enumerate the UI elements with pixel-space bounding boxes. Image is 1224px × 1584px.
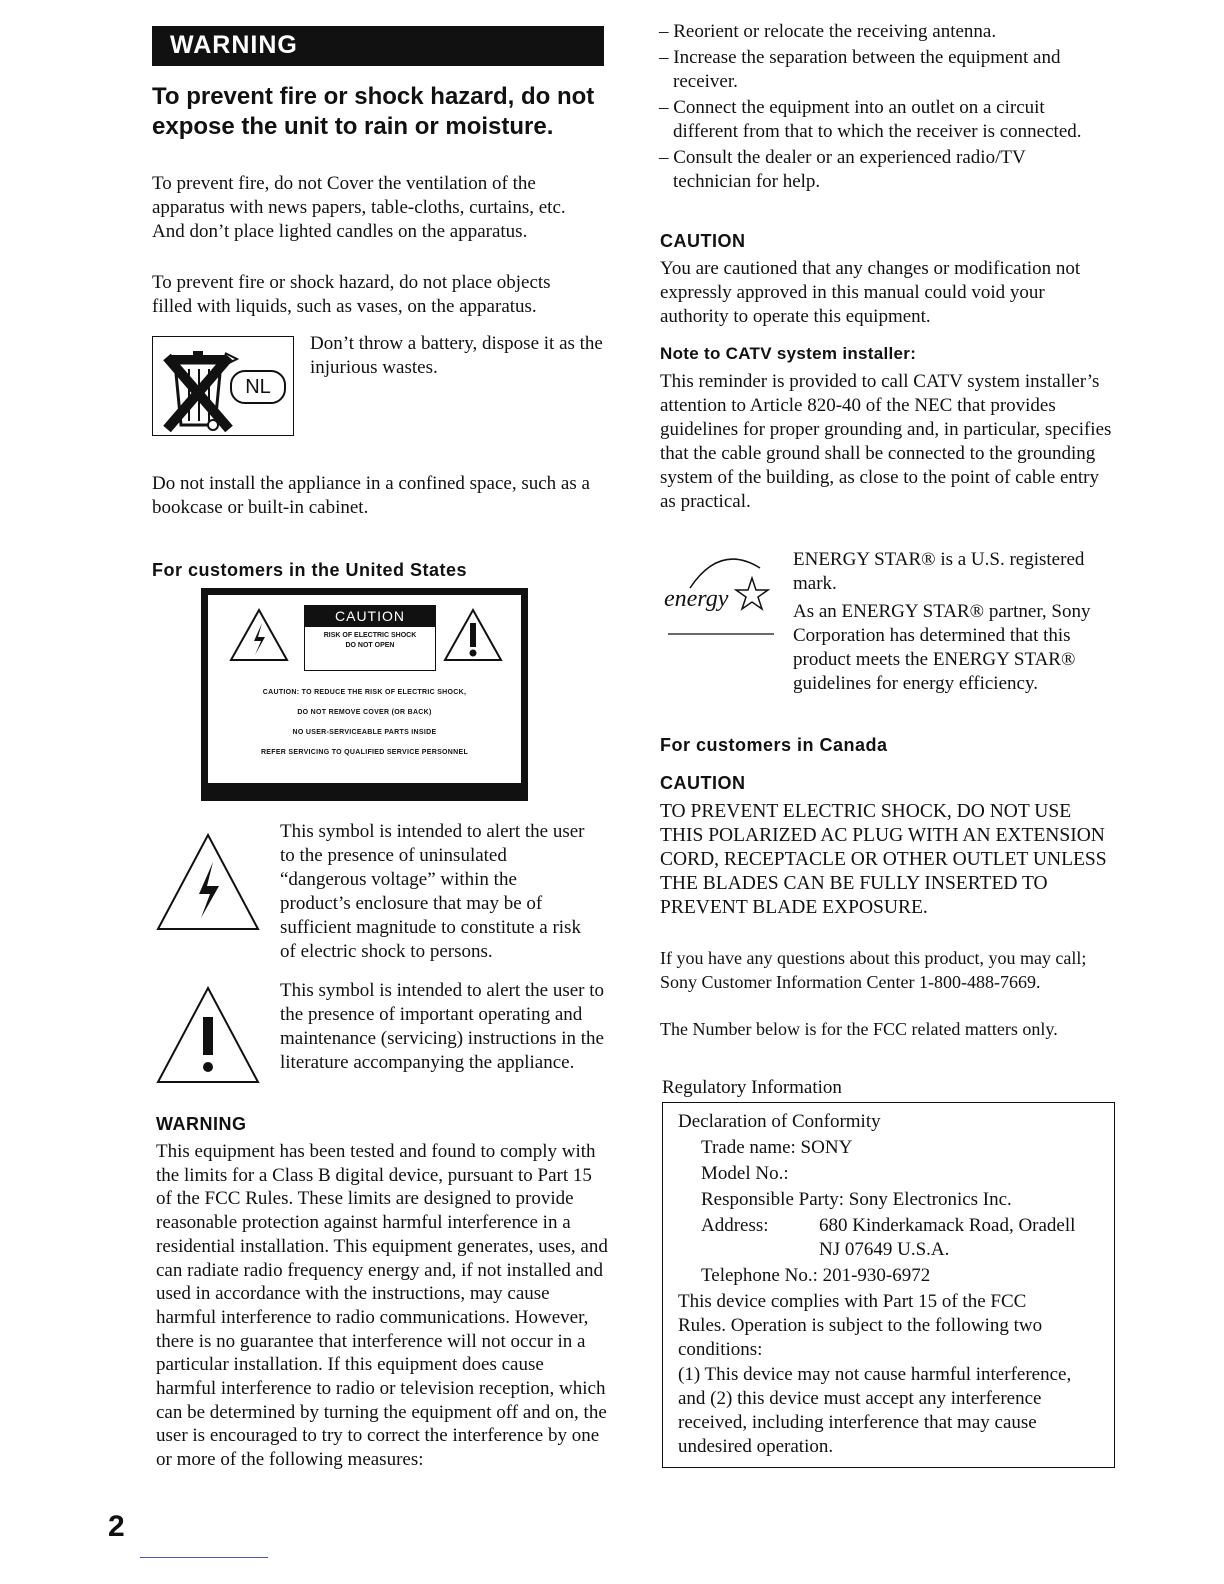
voltage-triangle-icon: [228, 607, 290, 663]
caution-lower-line: NO USER-SERVICEABLE PARTS INSIDE: [292, 729, 437, 736]
measure-item: [659, 20, 1119, 44]
battery-text: Don’t throw a battery, dispose it as the injurious wastes.: [310, 333, 603, 378]
headline: To prevent fire or shock hazard, do not expose the unit to rain or moisture.: [152, 83, 595, 140]
telephone: Telephone No.: 201-930-6972: [701, 1265, 931, 1286]
exclamation-triangle-icon: [442, 607, 504, 663]
caution-line2: DO NOT OPEN: [345, 642, 395, 649]
para-liquids: To prevent fire or shock hazard, do not place objects filled with liquids, such as vases, on the apparatus.: [152, 272, 551, 317]
voltage-symbol-icon: [155, 832, 261, 932]
address-line2: NJ 07649 U.S.A.: [819, 1239, 950, 1260]
energy-logo-text: energy: [664, 586, 729, 612]
responsible-party: Responsible Party: Sony Electronics Inc.: [701, 1189, 1012, 1210]
address-line1: 680 Kinderkamack Road, Oradell: [819, 1215, 1076, 1236]
energy-text-1: ENERGY STAR® is a U.S. registered mark.: [793, 549, 1085, 594]
page-number: 2: [108, 1510, 125, 1543]
caution-lower-line: REFER SERVICING TO QUALIFIED SERVICE PERSONNEL: [260, 749, 469, 756]
warning-banner: [152, 26, 604, 66]
canada-caution-body: TO PREVENT ELECTRIC SHOCK, DO NOT USE THIS POLARIZED AC PLUG WITH AN EXTENSION CORD, RECEPTACLE OR OTHER OUTLET UNLESS THE BLADES CAN BE FULLY INSERTED TO PREVENT BLADE EXPOSURE.: [660, 801, 1107, 918]
caution-heading: CAUTION: [660, 231, 746, 251]
us-heading: For customers in the United States: [152, 560, 468, 580]
measure-text: – Reorient or relocate the receiving antenna.: [659, 21, 997, 42]
caution-label: [201, 588, 528, 801]
canada-heading: For customers in Canada: [660, 735, 888, 755]
fcc-number-text: The Number below is for the FCC related matters only.: [660, 1019, 1058, 1039]
caution-line1: RISK OF ELECTRIC SHOCK: [323, 632, 417, 639]
measure-item: [659, 146, 1093, 194]
address-label: Address:: [701, 1215, 769, 1236]
measure-item: [659, 46, 1119, 94]
regulatory-title: Regulatory Information: [662, 1077, 842, 1098]
measure-item: [659, 96, 1103, 144]
para-fire: To prevent fire, do not Cover the ventilation of the apparatus with news papers, table-cloths, curtains, etc. And don’t place lighted candles on the apparatus.: [152, 173, 566, 242]
declaration-box: [662, 1102, 1115, 1468]
measures-list: [659, 20, 1119, 194]
questions-text: If you have any questions about this product, you may call; Sony Customer Information Center 1-800-488-7669.: [660, 948, 1087, 992]
measure-text: – Connect the equipment into an outlet on a circuit different from that to which the receiver is connected.: [659, 97, 1082, 142]
symbol-voltage-text: This symbol is intended to alert the user to the presence of uninsulated “dangerous voltage” within the product’s enclosure that may be of sufficient magnitude to constitute a risk of electric shock to persons.: [280, 821, 585, 962]
energy-star-logo: [660, 548, 780, 638]
exclamation-symbol-icon: [155, 985, 261, 1085]
trade-name: Trade name: SONY: [701, 1137, 853, 1158]
declaration-title: Declaration of Conformity: [678, 1111, 881, 1132]
caution-title-box: [304, 605, 436, 671]
compliance-text: This device complies with Part 15 of the FCC Rules. Operation is subject to the following two conditions:: [678, 1291, 1043, 1360]
energy-text-2: As an ENERGY STAR® partner, Sony Corporation has determined that this product meets the ENERGY STAR® guidelines for energy efficiency.: [793, 601, 1091, 694]
canada-caution-heading: CAUTION: [660, 773, 746, 793]
warning-body: This equipment has been tested and found to comply with the limits for a Class B digital device, pursuant to Part 15 of the FCC Rules. These limits are designed to provide reasonable protection against harmful interference in a residential installation. This equipment generates, uses, and can radiate radio frequency energy and, if not installed and used in accordance with the instructions, may cause harmful interference to radio communications. However, there is no guarantee that interference will not occur in a particular installation. If this equipment does cause harmful interference to radio or television reception, which can be determined by turning the equipment off and on, the user is encouraged to try to correct the interference by one or more of the following measures:: [156, 1141, 608, 1471]
bottom-rule: [140, 1557, 268, 1558]
nl-badge: NL: [230, 370, 286, 404]
caution-body: You are cautioned that any changes or modification not expressly approved in this manual could void your authority to operate this equipment.: [660, 258, 1081, 327]
conditions-text: (1) This device may not cause harmful interference, and (2) this device must accept any interference received, including interference that may cause undesired operation.: [678, 1364, 1072, 1457]
measure-text: – Increase the separation between the equipment and receiver.: [659, 47, 1061, 92]
para-confined: Do not install the appliance in a confined space, such as a bookcase or built-in cabinet.: [152, 473, 590, 518]
caution-lower-line: CAUTION: TO REDUCE THE RISK OF ELECTRIC SHOCK,: [262, 689, 467, 696]
measure-text: – Consult the dealer or an experienced radio/TV technician for help.: [659, 147, 1026, 192]
model-no: Model No.:: [701, 1163, 789, 1184]
caution-lower-line: DO NOT REMOVE COVER (OR BACK): [297, 709, 432, 716]
warning-banner-text: WARNING: [170, 31, 298, 59]
symbol-exclaim-text: This symbol is intended to alert the user to the presence of important operating and maintenance (servicing) instructions in the literature accompanying the appliance.: [280, 980, 605, 1073]
caution-title: CAUTION: [305, 606, 435, 627]
warning-heading: WARNING: [156, 1114, 247, 1134]
catv-body: This reminder is provided to call CATV system installer’s attention to Article 820-40 of the NEC that provides guidelines for proper grounding and, in particular, specifies that the cable ground shall be connected to the grounding system of the building, as close to the point of cable entry as practical.: [660, 371, 1112, 512]
catv-heading: Note to CATV system installer:: [660, 344, 917, 363]
